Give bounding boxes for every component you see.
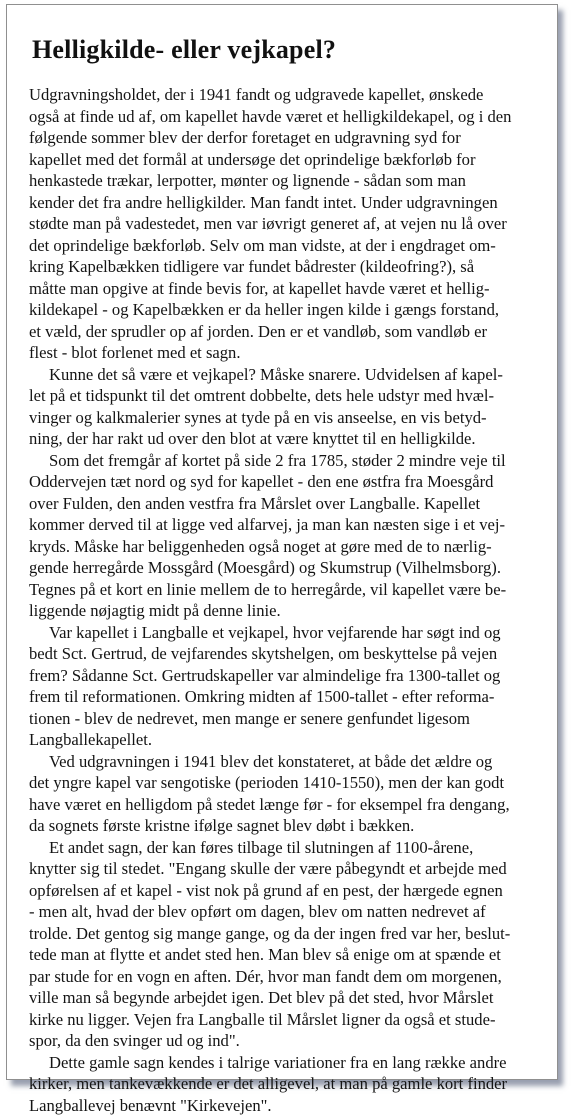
text-line: frem? Sådanne Sct. Gertrudskapeller var almindelige fra 1300-tallet og bbox=[29, 665, 559, 687]
text-line: et væld, der sprudler op af jorden. Den er et vandløb, som vandløb er bbox=[29, 321, 559, 343]
article-body bbox=[29, 84, 559, 1116]
text-line: trolde. Det gentog sig mange gange, og da der ingen fred var her, beslut- bbox=[29, 923, 559, 945]
text-line: Kunne det så være et vejkapel? Måske snarere. Udvidelsen af kapel- bbox=[29, 364, 559, 386]
text-line: - men alt, hvad der blev opført om dagen, blev om natten nedrevet af bbox=[29, 901, 559, 923]
text-line: kryds. Måske har beliggenheden også noget at gøre med de to nærlig- bbox=[29, 536, 559, 558]
text-line: tede man at flytte et andet sted hen. Man blev så enige om at spænde et bbox=[29, 944, 559, 966]
text-line: også at finde ud af, om kapellet havde været et helligkildekapel, og i den bbox=[29, 106, 559, 128]
text-line: Udgravningsholdet, der i 1941 fandt og udgravede kapellet, ønskede bbox=[29, 84, 559, 106]
text-line: Langballevej benævnt "Kirkevejen". bbox=[29, 1095, 559, 1116]
text-line: knytter sig til stedet. "Engang skulle der være påbegyndt et arbejde med bbox=[29, 858, 559, 880]
text-line: kirke nu ligger. Vejen fra Langballe til Mårslet ligner da også et stude- bbox=[29, 1009, 559, 1031]
paragraph bbox=[29, 622, 559, 751]
text-line: kommer derved til at ligge ved alfarvej, ja man kan næsten sige i et vej- bbox=[29, 514, 559, 536]
text-line: opførelsen af et kapel - vist nok på grund af en pest, der hærgede egnen bbox=[29, 880, 559, 902]
text-line: par stude for en vogn en aften. Dér, hvor man fandt dem om morgenen, bbox=[29, 966, 559, 988]
text-line: måtte man opgive at finde bevis for, at kapellet havde været et hellig- bbox=[29, 278, 559, 300]
text-line: vinger og kalkmalerier synes at tyde på en vis anseelse, en vis betyd- bbox=[29, 407, 559, 429]
text-line: Tegnes på et kort en linie mellem de to herregårde, vil kapellet være be- bbox=[29, 579, 559, 601]
text-line: Ved udgravningen i 1941 blev det konstateret, at både det ældre og bbox=[29, 751, 559, 773]
text-line: Langballekapellet. bbox=[29, 729, 559, 751]
paragraph bbox=[29, 751, 559, 837]
text-line: Som det fremgår af kortet på side 2 fra 1785, støder 2 mindre veje til bbox=[29, 450, 559, 472]
text-line: Et andet sagn, der kan føres tilbage til slutningen af 1100-årene, bbox=[29, 837, 559, 859]
text-line: Dette gamle sagn kendes i talrige variationer fra en lang række andre bbox=[29, 1052, 559, 1074]
text-line: bedt Sct. Gertrud, de vejfarendes skytshelgen, om beskyttelse på vejen bbox=[29, 643, 559, 665]
paragraph bbox=[29, 364, 559, 450]
paragraph bbox=[29, 837, 559, 1052]
text-line: følgende sommer blev der derfor foretaget en udgravning syd for bbox=[29, 127, 559, 149]
text-line: det yngre kapel var sengotiske (perioden 1410-1550), men der kan godt bbox=[29, 772, 559, 794]
paragraph bbox=[29, 1052, 559, 1116]
text-line: ville man så begynde arbejdet igen. Det blev på det sted, hvor Mårslet bbox=[29, 987, 559, 1009]
paragraph bbox=[29, 450, 559, 622]
text-line: ning, der har rakt ud over den blot at være knyttet til en helligkilde. bbox=[29, 428, 559, 450]
text-line: kender det fra andre helligkilder. Man fandt intet. Under udgravningen bbox=[29, 192, 559, 214]
text-line: kildekapel - og Kapelbækken er da heller ingen kilde i gængs forstand, bbox=[29, 299, 559, 321]
page-frame bbox=[6, 4, 558, 1080]
text-line: henkastede trækar, lerpotter, mønter og lignende - sådan som man bbox=[29, 170, 559, 192]
text-line: liggende nøjagtig midt på denne linie. bbox=[29, 600, 559, 622]
text-line: stødte man på vadestedet, men var iøvrigt generet af, at vejen nu lå over bbox=[29, 213, 559, 235]
text-line: let på et tidspunkt til det omtrent dobbelte, dets hele udstyr med hvæl- bbox=[29, 385, 559, 407]
text-line: flest - blot forlenet med et sagn. bbox=[29, 342, 559, 364]
text-line: spor, da den svinger ud og ind". bbox=[29, 1030, 559, 1052]
text-line: Oddervejen tæt nord og syd for kapellet - den ene østfra fra Moesgård bbox=[29, 471, 559, 493]
text-line: over Fulden, den anden vestfra fra Mårslet over Langballe. Kapellet bbox=[29, 493, 559, 515]
text-line: kirker, men tankevækkende er det alligevel, at man på gamle kort finder bbox=[29, 1073, 559, 1095]
article bbox=[29, 35, 559, 1116]
paragraph bbox=[29, 84, 559, 364]
text-line: da sognets første kristne ifølge sagnet blev døbt i bækken. bbox=[29, 815, 559, 837]
text-line: Var kapellet i Langballe et vejkapel, hvor vejfarende har søgt ind og bbox=[29, 622, 559, 644]
text-line: kring Kapelbækken tidligere var fundet bådrester (kildeofring?), så bbox=[29, 256, 559, 278]
text-line: kapellet med det formål at undersøge det oprindelige bækforløb for bbox=[29, 149, 559, 171]
text-line: have været en helligdom på stedet længe før - for eksempel fra dengang, bbox=[29, 794, 559, 816]
text-line: tionen - blev de nedrevet, men mange er senere genfundet ligesom bbox=[29, 708, 559, 730]
text-line: frem til reformationen. Omkring midten af 1500-tallet - efter reforma- bbox=[29, 686, 559, 708]
text-line: det oprindelige bækforløb. Selv om man vidste, at der i engdraget om- bbox=[29, 235, 559, 257]
text-line: gende herregårde Mossgård (Moesgård) og Skumstrup (Vilhelmsborg). bbox=[29, 557, 559, 579]
article-title: Helligkilde- eller vejkapel? bbox=[32, 35, 559, 65]
